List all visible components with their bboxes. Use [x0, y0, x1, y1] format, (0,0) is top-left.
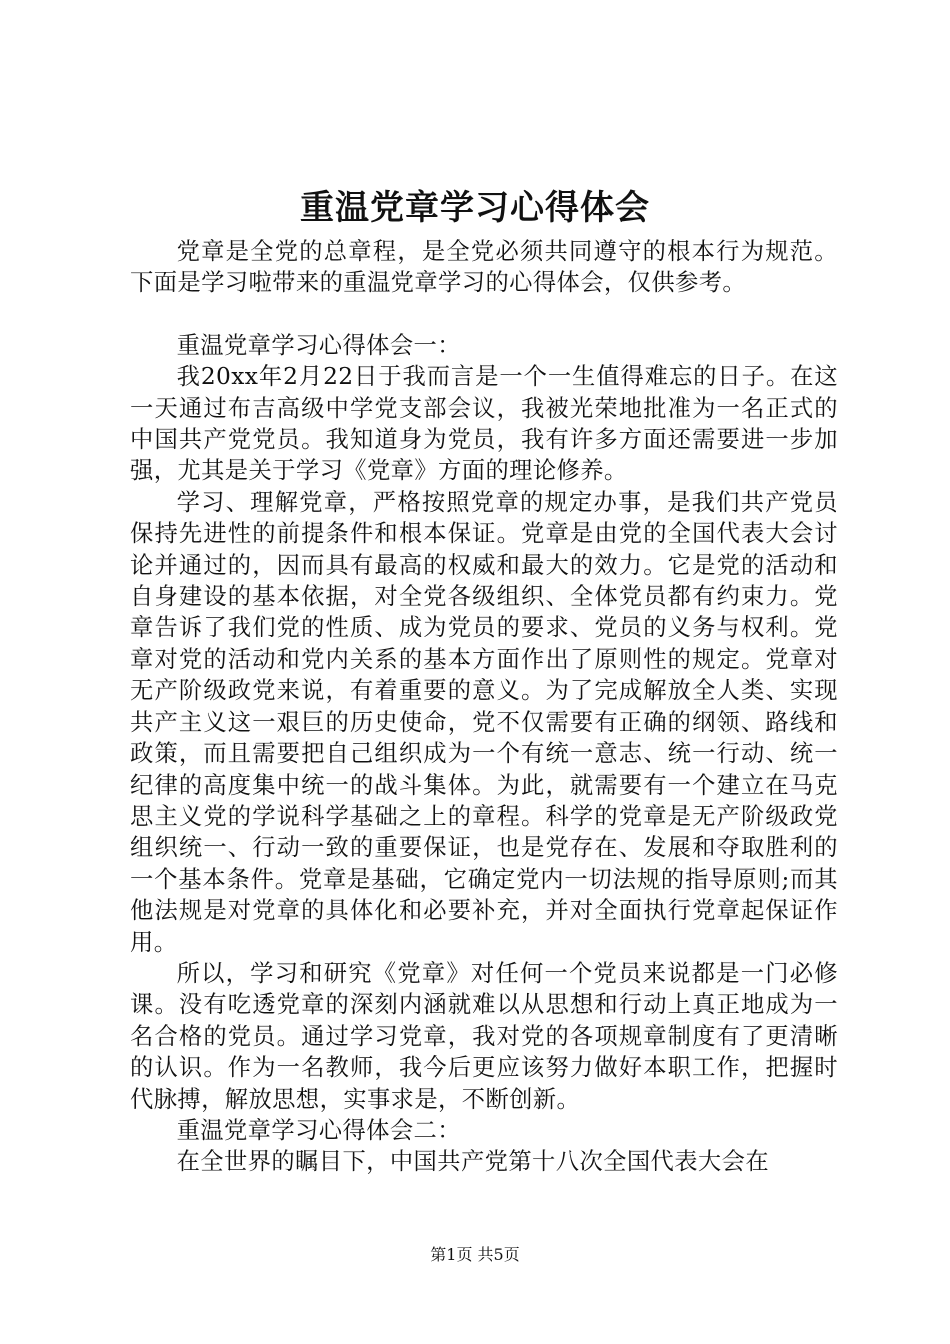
body-paragraph: 我20xx年2月22日于我而言是一个一生值得难忘的日子。在这一天通过布吉高级中学党支部会议，我被光荣地批准为一名正式的中国共产党党员。我知道身为党员，我有许多方面还需要进一步加强，尤其是关于学习《党章》方面的理论修养。 [130, 363, 838, 485]
body-paragraph: 学习、理解党章，严格按照党章的规定办事，是我们共产党员保持先进性的前提条件和根本保证。党章是由党的全国代表大会讨论并通过的，因而具有最高的权威和最大的效力。它是党的活动和自身建设的基本依据，对全党各级组织、全体党员都有约束力。党章告诉了我们党的性质、成为党员的要求、党员的义务与权利。党章对党的活动和党内关系的基本方面作出了原则性的规定。党章对无产阶级政党来说，有着重要的意义。为了完成解放全人类、实现共产主义这一艰巨的历史使命，党不仅需要有正确的纲领、路线和政策，而且需要把自己组织成为一个有统一意志、统一行动、统一纪律的高度集中统一的战斗集体。为此，就需要有一个建立在马克思主义党的学说科学基础之上的章程。科学的党章是无产阶级政党组织统一、行动一致的重要保证，也是党存在、发展和夺取胜利的一个基本条件。党章是基础，它确定党内一切法规的指导原则;而其他法规是对党章的具体化和必要补充，并对全面执行党章起保证作用。 [130, 488, 838, 956]
body-paragraph: 所以，学习和研究《党章》对任何一个党员来说都是一门必修课。没有吃透党章的深刻内涵就难以从思想和行动上真正地成为一名合格的党员。通过学习党章，我对党的各项规章制度有了更清晰的认识。作为一名教师，我今后更应该努力做好本职工作，把握时代脉搏，解放思想，实事求是，不断创新。 [130, 959, 838, 1113]
page-number-footer: 第1页 共5页 [430, 1245, 520, 1264]
section-heading-two: 重温党章学习心得体会二： [176, 1116, 461, 1144]
document-body [130, 236, 838, 1178]
document-title: 重温党章学习心得体会 [300, 188, 650, 228]
intro-paragraph: 党章是全党的总章程，是全党必须共同遵守的根本行为规范。下面是学习啦带来的重温党章学习的心得体会，仅供参考。 [130, 238, 838, 297]
section-heading-one: 重温党章学习心得体会一： [176, 331, 461, 359]
body-paragraph: 在全世界的瞩目下，中国共产党第十八次全国代表大会在 [176, 1148, 770, 1176]
paragraph-spacer [130, 299, 838, 330]
